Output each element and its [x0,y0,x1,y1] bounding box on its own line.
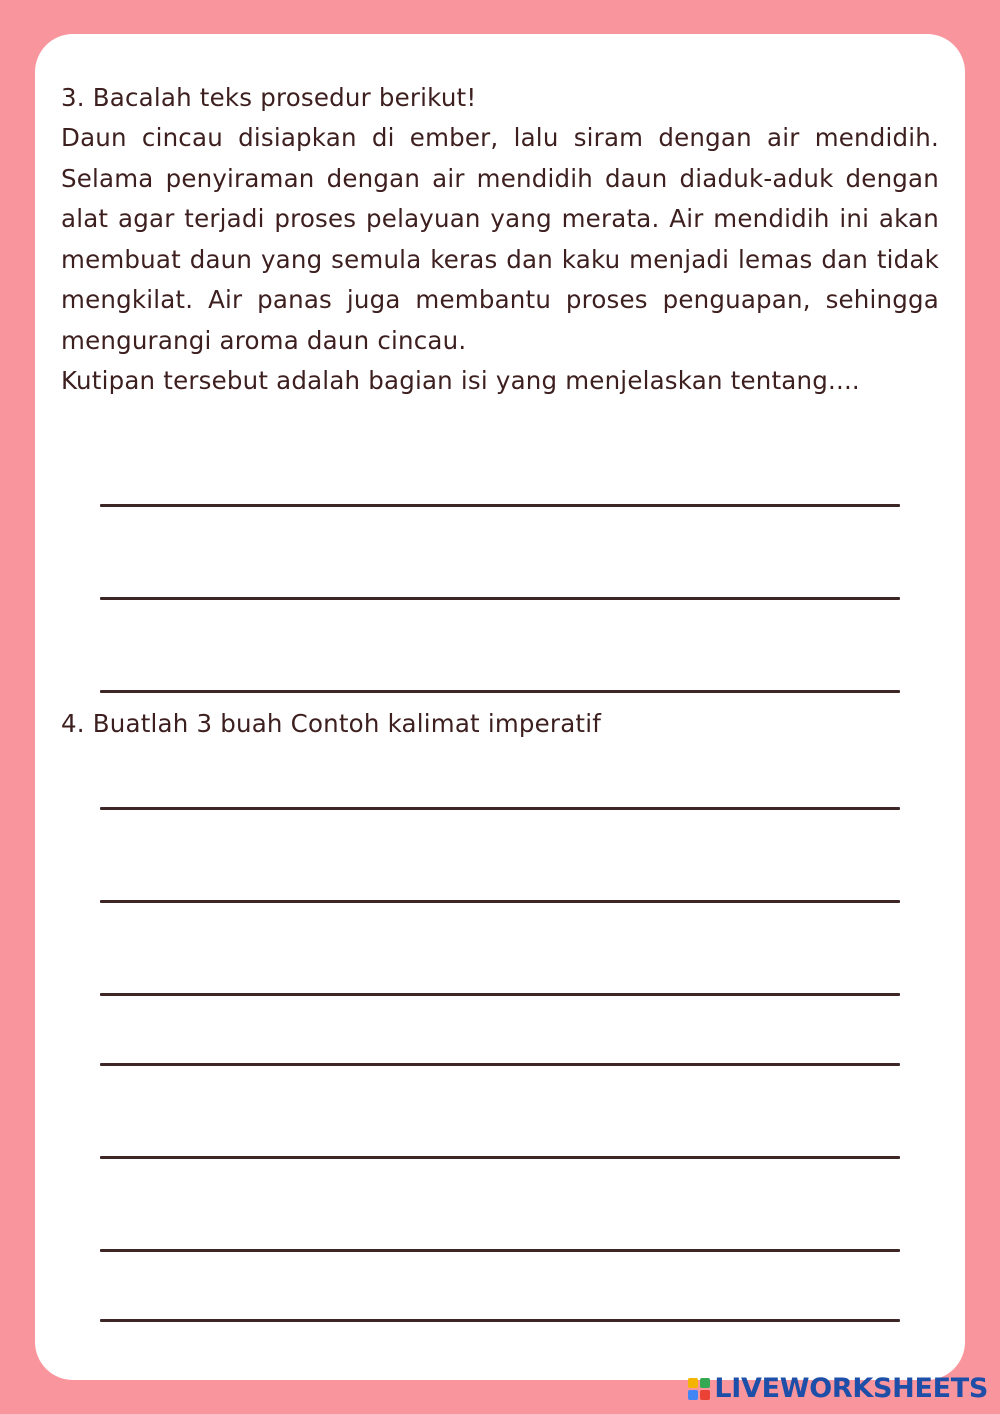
question-4-heading: 4. Buatlah 3 buah Contoh kalimat imperatif [61,709,602,738]
logo-square-blue [688,1390,698,1400]
answer-line-q4-5[interactable] [100,1156,900,1159]
answer-line-q4-7[interactable] [100,1319,900,1322]
answer-line-q4-2[interactable] [100,900,900,903]
liveworksheets-brand [688,1372,988,1406]
answer-line-q4-3[interactable] [100,993,900,996]
answer-line-q4-4[interactable] [100,1063,900,1066]
logo-square-red [700,1390,710,1400]
logo-square-yellow [688,1378,698,1388]
procedure-text-passage: Daun cincau disiapkan di ember, lalu siram dengan air mendidih. Selama penyiraman dengan air mendidih daun diaduk-aduk dengan alat agar terjadi proses pelayuan yang merata. Air mendidih ini akan membuat daun yang semula keras dan kaku menjadi lemas dan tidak mengkilat. Air panas juga membantu proses penguapan, sehingga mengurangi aroma daun cincau. [61,123,939,355]
answer-line-q3-3[interactable] [100,690,900,693]
question-3-passage-block [61,118,939,402]
question-3-heading: 3. Bacalah teks prosedur berikut! [61,83,477,112]
answer-line-q4-1[interactable] [100,807,900,810]
answer-line-q4-6[interactable] [100,1249,900,1252]
liveworksheets-logo-icon [688,1378,710,1400]
answer-line-q3-1[interactable] [100,504,900,507]
brand-wordmark: LIVEWORKSHEETS [714,1373,988,1404]
logo-square-green [700,1378,710,1388]
question-3-prompt: Kutipan tersebut adalah bagian isi yang menjelaskan tentang.... [61,366,860,395]
answer-line-q3-2[interactable] [100,597,900,600]
